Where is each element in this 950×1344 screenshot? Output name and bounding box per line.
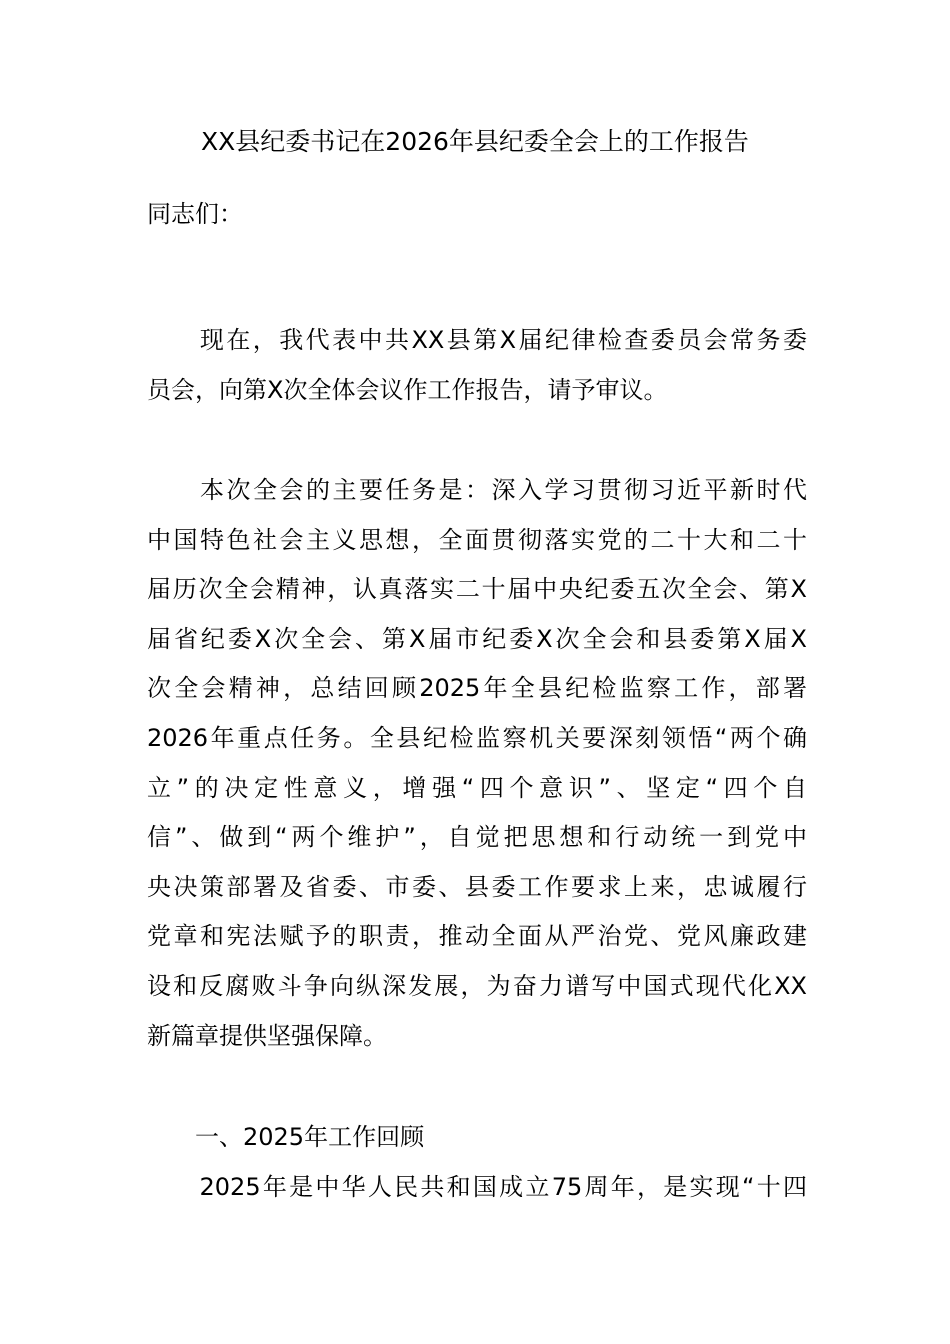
text-line: 中国特色社会主义思想，全面贯彻落实党的二十大和二十: [147, 525, 807, 554]
text-line: 届省纪委X次全会、第X届市纪委X次全会和县委第X届X: [147, 624, 807, 653]
paragraph-tasks: [147, 466, 807, 1061]
text-line: 新篇章提供坚强保障。: [147, 1021, 387, 1050]
text-line: 立”的决定性意义，增强“四个意识”、坚定“四个自: [147, 773, 807, 802]
salutation: [147, 190, 807, 240]
document-title: XX县纪委书记在2026年县纪委全会上的工作报告: [201, 127, 749, 156]
text-line: 现在，我代表中共XX县第X届纪律检查委员会常务委: [147, 326, 807, 354]
salutation-text: 同志们：: [147, 200, 243, 228]
paragraph-intro: [147, 316, 807, 415]
section-heading: [147, 1113, 807, 1212]
section-heading-text: 一、2025年工作回顾: [147, 1123, 425, 1151]
text-line: 员会，向第X次全体会议作工作报告，请予审议。: [147, 375, 668, 404]
text-line: 设和反腐败斗争向纵深发展，为奋力谱写中国式现代化XX: [147, 971, 807, 1000]
text-line: 本次全会的主要任务是：深入学习贯彻习近平新时代: [147, 476, 807, 504]
text-line: 信”、做到“两个维护”，自觉把思想和行动统一到党中: [147, 823, 807, 852]
text-line: 2026年重点任务。全县纪检监察机关要深刻领悟“两个确: [147, 723, 807, 752]
text-line: 2025年是中华人民共和国成立75周年，是实现“十四: [147, 1172, 807, 1201]
text-line: 届历次全会精神，认真落实二十届中央纪委五次全会、第X: [147, 575, 807, 604]
text-line: 次全会精神，总结回顾2025年全县纪检监察工作，部署: [147, 674, 807, 703]
text-line: 央决策部署及省委、市委、县委工作要求上来，忠诚履行: [147, 872, 807, 901]
text-line: 党章和宪法赋予的职责，推动全面从严治党、党风廉政建: [147, 922, 807, 951]
